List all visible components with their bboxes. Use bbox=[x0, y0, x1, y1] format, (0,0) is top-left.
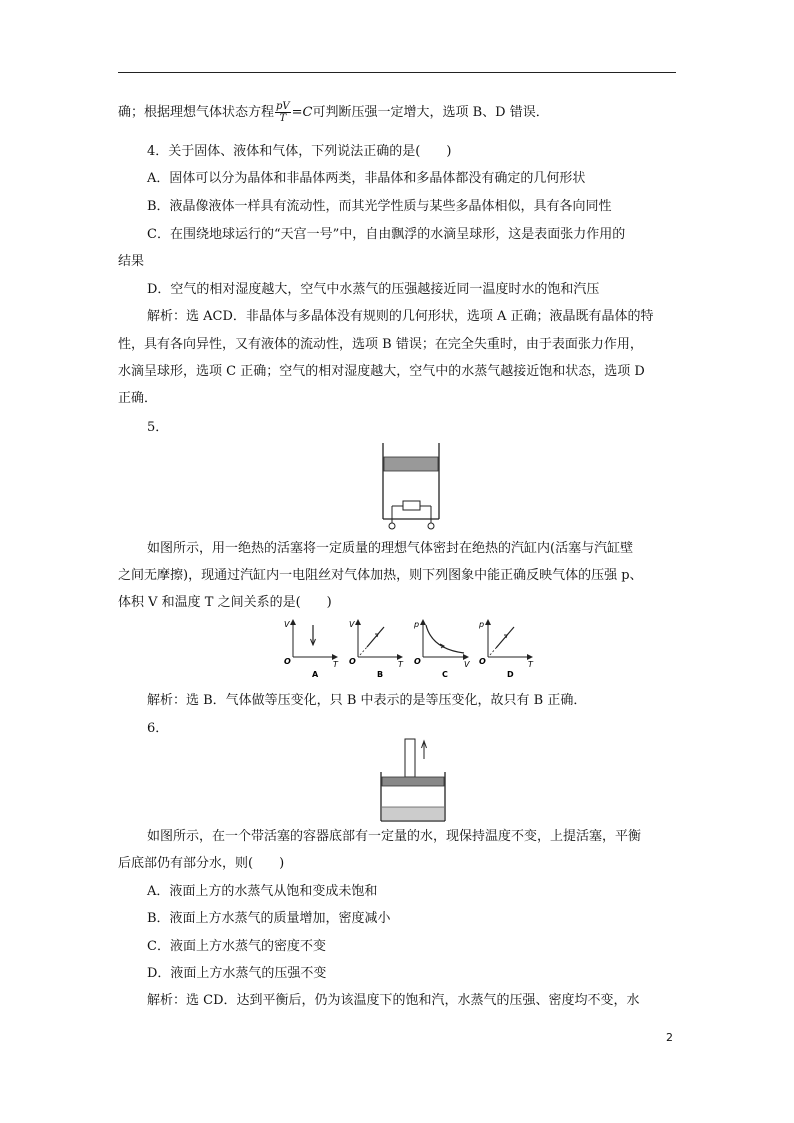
graph-line bbox=[367, 627, 384, 647]
text-line bbox=[118, 101, 549, 124]
question-4: 4．关于固体、液体和气体，下列说法正确的是( ) bbox=[147, 144, 452, 159]
piston-container-figure bbox=[378, 737, 448, 823]
origin-label: O bbox=[284, 657, 291, 666]
fraction-numerator: pV bbox=[276, 101, 290, 112]
graph-a bbox=[284, 620, 339, 679]
y-axis-label: p bbox=[414, 620, 420, 629]
analysis-5: 解析：选 B．气体做等压变化，只 B 中表示的是等压变化，故只有 B 正确． bbox=[147, 693, 587, 708]
graph-d bbox=[478, 620, 534, 679]
question-5: 5． bbox=[147, 420, 169, 435]
graph-caption: B bbox=[377, 670, 384, 679]
option-4d: D．空气的相对湿度越大，空气中水蒸气的压强越接近同一温度时水的饱和汽压 bbox=[147, 282, 600, 297]
fraction bbox=[275, 101, 291, 124]
x-axis-label: T bbox=[398, 660, 403, 669]
analysis-4: 解析：选 ACD．非晶体与多晶体没有规则的几何形状，选项 A 正确；液晶既有晶体的特 bbox=[147, 309, 654, 324]
piston-rod bbox=[405, 739, 415, 777]
piston bbox=[382, 777, 444, 786]
option-4a: A．固体可以分为晶体和非晶体两类，非晶体和多晶体都没有确定的几何形状 bbox=[147, 171, 586, 186]
graphs-figure bbox=[280, 617, 542, 683]
piston bbox=[384, 457, 438, 471]
graph-c bbox=[413, 620, 470, 679]
option-6d: D．液面上方水蒸气的压强不变 bbox=[147, 966, 327, 981]
terminal bbox=[428, 523, 434, 529]
header-rule bbox=[118, 72, 676, 73]
x-axis-label: T bbox=[528, 660, 533, 669]
y-axis-label: V bbox=[284, 620, 290, 629]
fraction-denominator: T bbox=[279, 113, 287, 124]
question-6: 6． bbox=[147, 721, 169, 736]
question-5-text: 之间无摩擦)，现通过汽缸内一电阻丝对气体加热，则下列图象中能正确反映气体的压强 p、 bbox=[118, 568, 643, 583]
graph-caption: C bbox=[442, 670, 448, 679]
question-6-text: 如图所示，在一个带活塞的容器底部有一定量的水，现保持温度不变，上提活塞，平衡 bbox=[147, 829, 642, 844]
y-axis-label: p bbox=[479, 620, 485, 629]
page-number: 2 bbox=[666, 1031, 673, 1044]
terminal bbox=[389, 523, 395, 529]
y-axis-label: V bbox=[349, 620, 355, 629]
question-5-text: 体积 V 和温度 T 之间关系的是( ) bbox=[118, 595, 332, 610]
option-4c-cont: 结果 bbox=[118, 254, 145, 269]
option-4c: C．在围绕地球运行的“天宫一号”中，自由飘浮的水滴呈球形，这是表面张力作用的 bbox=[147, 227, 626, 242]
text-segment: C bbox=[302, 105, 313, 120]
water bbox=[382, 807, 444, 820]
option-4b: B．液晶像液体一样具有流动性，而其光学性质与某些多晶体相似，具有各向同性 bbox=[147, 199, 612, 214]
cylinder-heater-figure bbox=[378, 440, 446, 536]
graph-line bbox=[496, 627, 514, 648]
analysis-6: 解析：选 CD．达到平衡后，仍为该温度下的饱和汽，水蒸气的压强、密度均不变，水 bbox=[147, 993, 640, 1008]
analysis-4-cont: 正确． bbox=[118, 391, 158, 406]
option-6c: C．液面上方水蒸气的密度不变 bbox=[147, 939, 326, 954]
x-axis-label: T bbox=[333, 660, 338, 669]
option-6a: A．液面上方的水蒸气从饱和变成未饱和 bbox=[147, 884, 378, 899]
analysis-4-cont: 水滴呈球形，选项 C 正确；空气的相对湿度越大，空气中的水蒸气越接近饱和状态，选项 D bbox=[118, 364, 645, 379]
text-segment: = bbox=[291, 105, 303, 120]
origin-label: O bbox=[349, 657, 356, 666]
origin-label: O bbox=[414, 657, 421, 666]
x-axis-label: V bbox=[464, 660, 470, 669]
question-5-text: 如图所示，用一绝热的活塞将一定质量的理想气体密封在绝热的汽缸内(活塞与汽缸壁 bbox=[147, 541, 634, 556]
graph-caption: D bbox=[507, 670, 514, 679]
graph-caption: A bbox=[312, 670, 319, 679]
option-6b: B．液面上方水蒸气的质量增加，密度减小 bbox=[147, 911, 391, 926]
text-segment: 确；根据理想气体状态方程 bbox=[118, 105, 275, 120]
question-6-text: 后底部仍有部分水，则( ) bbox=[118, 856, 285, 871]
analysis-4-cont: 性，具有各向异性，又有液体的流动性，选项 B 错误；在完全失重时，由于表面张力作用， bbox=[118, 337, 643, 352]
graph-b bbox=[349, 620, 404, 679]
origin-label: O bbox=[479, 657, 486, 666]
resistor bbox=[403, 501, 420, 510]
text-segment: 可判断压强一定增大，选项 B、D 错误． bbox=[312, 105, 549, 120]
graph-curve bbox=[426, 625, 464, 653]
